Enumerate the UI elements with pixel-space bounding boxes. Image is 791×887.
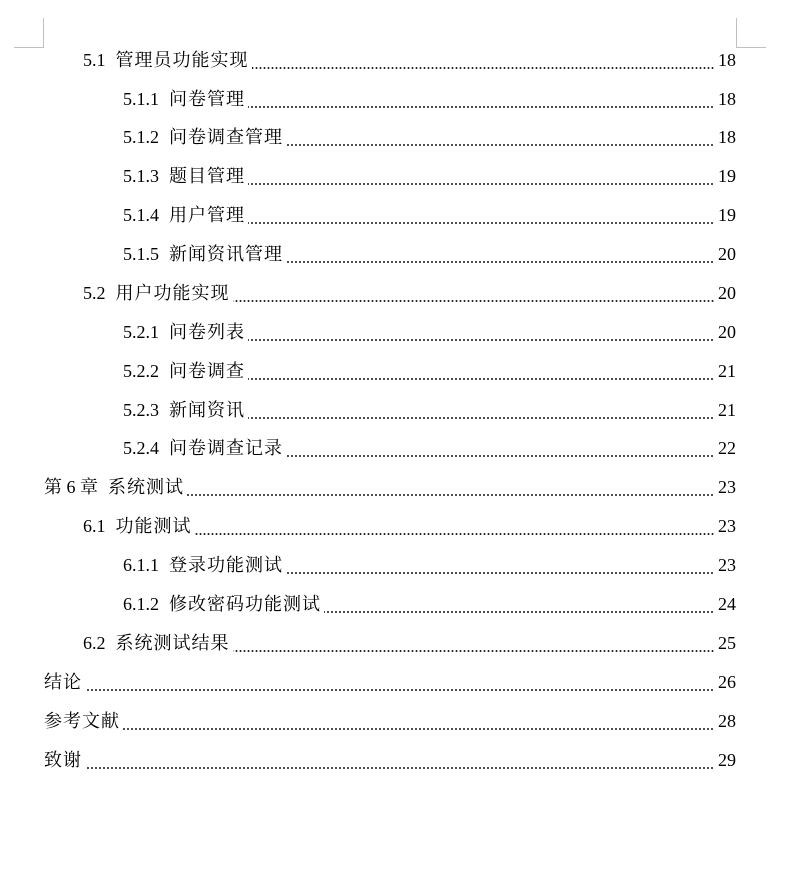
toc-entry-page: 20 xyxy=(718,244,736,264)
toc-entry-page: 24 xyxy=(718,594,736,614)
toc-entry-number: 5.1.5 xyxy=(123,244,159,264)
dot-leader xyxy=(85,689,714,691)
toc-entry-title: 用户管理 xyxy=(169,205,245,225)
toc-entry-page: 20 xyxy=(718,283,736,303)
toc-entry[interactable] xyxy=(123,239,736,269)
toc-entry-page: 29 xyxy=(718,750,736,770)
toc-entry-page: 19 xyxy=(718,166,736,186)
dot-leader xyxy=(286,261,714,263)
toc-entry-page: 23 xyxy=(718,555,736,575)
toc-entry-title: 问卷调查记录 xyxy=(169,438,283,458)
toc-entry[interactable] xyxy=(123,161,736,191)
toc-entry-title: 管理员功能实现 xyxy=(115,50,249,70)
toc-entry-number: 5.1.2 xyxy=(123,127,159,147)
toc-entry-page: 25 xyxy=(718,633,736,653)
toc-entry-number: 第 6 章 xyxy=(44,477,98,497)
toc-entry[interactable] xyxy=(123,200,736,230)
toc-entry-title: 系统测试 xyxy=(108,477,184,497)
toc-entry-title: 问卷管理 xyxy=(169,89,245,109)
toc-entry[interactable] xyxy=(83,45,736,75)
toc-entry[interactable] xyxy=(123,122,736,152)
toc-entry-title: 问卷调查 xyxy=(169,361,245,381)
toc-entry-title: 用户功能实现 xyxy=(115,283,230,303)
dot-leader xyxy=(233,650,715,652)
dot-leader xyxy=(195,533,715,535)
toc-entry[interactable] xyxy=(123,84,736,114)
toc-entry-conclusion[interactable] xyxy=(44,667,736,697)
toc-entry-title: 登录功能测试 xyxy=(169,555,283,575)
toc-entry-title: 参考文献 xyxy=(44,711,120,731)
toc-entry-number: 5.1.1 xyxy=(123,89,159,109)
dot-leader xyxy=(286,572,714,574)
toc-entry-page: 22 xyxy=(718,438,736,458)
toc-entry-number: 5.2.2 xyxy=(123,361,159,381)
dot-leader xyxy=(324,611,714,613)
toc-entry-title: 系统测试结果 xyxy=(115,633,230,653)
toc-entry[interactable] xyxy=(83,628,736,658)
toc-entry-title: 功能测试 xyxy=(115,516,192,536)
toc-entry-title: 问卷列表 xyxy=(169,322,245,342)
toc-entry[interactable] xyxy=(83,511,736,541)
toc-entry-page: 18 xyxy=(718,127,736,147)
toc-entry-page: 21 xyxy=(718,400,736,420)
toc-entry-page: 19 xyxy=(718,205,736,225)
dot-leader xyxy=(85,767,714,769)
dot-leader xyxy=(187,494,714,496)
toc-entry-number: 6.1.1 xyxy=(123,555,159,575)
toc-entry-acknowledgements[interactable] xyxy=(44,745,736,775)
toc-entry-number: 6.1.2 xyxy=(123,594,159,614)
toc-entry-page: 23 xyxy=(718,516,736,536)
toc-entry-page: 21 xyxy=(718,361,736,381)
toc-entry[interactable] xyxy=(123,589,736,619)
toc-entry-page: 20 xyxy=(718,322,736,342)
dot-leader xyxy=(248,106,714,108)
dot-leader xyxy=(248,183,714,185)
toc-entry-page: 26 xyxy=(718,672,736,692)
dot-leader xyxy=(123,728,714,730)
toc-entry[interactable] xyxy=(123,356,736,386)
toc-entry-title: 结论 xyxy=(44,672,82,692)
dot-leader xyxy=(233,300,715,302)
page-corner-mark-top-left xyxy=(14,18,44,48)
toc-entry[interactable] xyxy=(123,433,736,463)
toc-entry-number: 6.1 xyxy=(83,516,106,536)
toc-entry-page: 23 xyxy=(718,477,736,497)
dot-leader xyxy=(252,67,715,69)
dot-leader xyxy=(248,339,714,341)
toc-entry-page: 18 xyxy=(718,89,736,109)
dot-leader xyxy=(248,378,714,380)
page-corner-mark-top-right xyxy=(736,18,766,48)
toc-entry-title: 新闻资讯管理 xyxy=(169,244,283,264)
toc-entry-number: 5.2 xyxy=(83,283,106,303)
dot-leader xyxy=(286,455,714,457)
toc-entry-number: 5.2.1 xyxy=(123,322,159,342)
toc-entry[interactable] xyxy=(123,550,736,580)
toc-entry-number: 5.2.3 xyxy=(123,400,159,420)
toc-entry-title: 修改密码功能测试 xyxy=(169,594,321,614)
toc-entry-title: 致谢 xyxy=(44,750,82,770)
toc-entry-page: 28 xyxy=(718,711,736,731)
toc-entry[interactable] xyxy=(83,278,736,308)
toc-entry[interactable] xyxy=(123,317,736,347)
toc-entry-number: 5.2.4 xyxy=(123,438,159,458)
toc-entry-number: 5.1 xyxy=(83,50,106,70)
toc-entry-title: 新闻资讯 xyxy=(169,400,245,420)
toc-entry-title: 题目管理 xyxy=(169,166,245,186)
dot-leader xyxy=(286,144,714,146)
toc-entry-chapter[interactable] xyxy=(44,472,736,502)
toc-entry-page: 18 xyxy=(718,50,736,70)
toc-entry-number: 6.2 xyxy=(83,633,106,653)
toc-entry-title: 问卷调查管理 xyxy=(169,127,283,147)
toc-entry-number: 5.1.4 xyxy=(123,205,159,225)
toc-entry-number: 5.1.3 xyxy=(123,166,159,186)
dot-leader xyxy=(248,417,714,419)
dot-leader xyxy=(248,222,714,224)
toc-entry-references[interactable] xyxy=(44,706,736,736)
toc-entry[interactable] xyxy=(123,395,736,425)
